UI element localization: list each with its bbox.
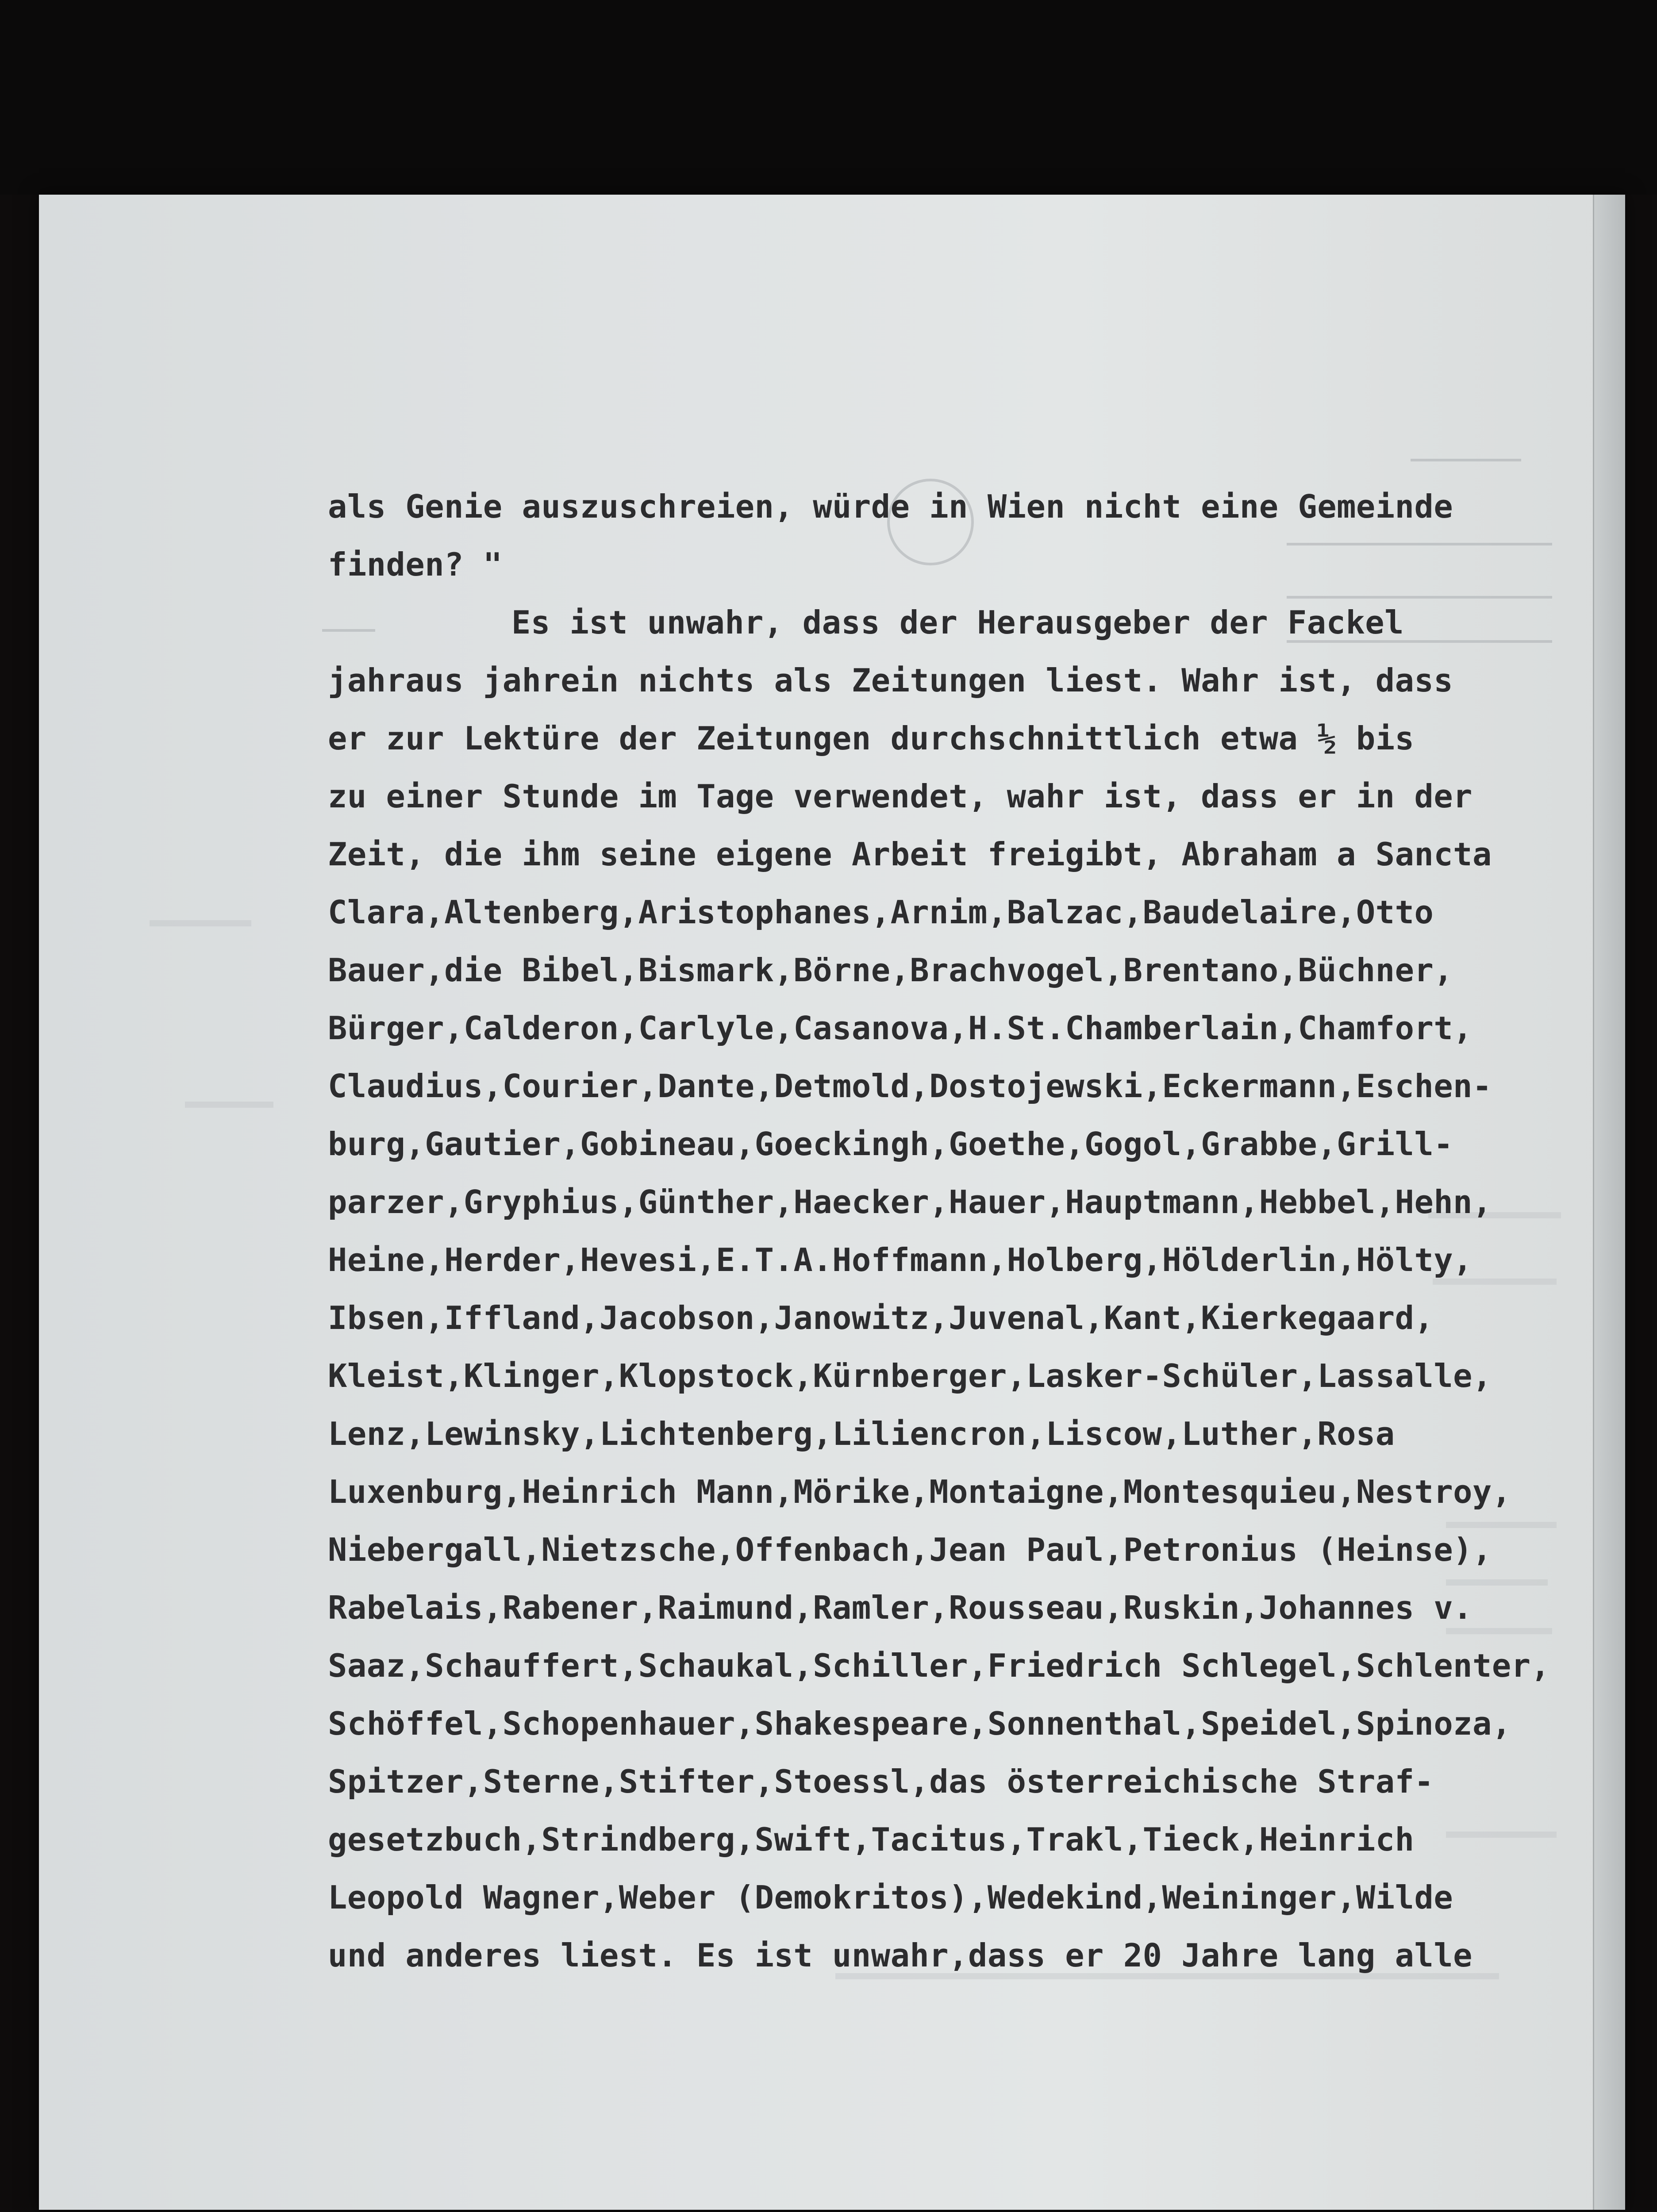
text-line: parzer,Gryphius,Günther,Haecker,Hauer,Hauptmann,Hebbel,Hehn, [328,1183,1492,1221]
text-line: Luxenburg,Heinrich Mann,Mörike,Montaigne,Montesquieu,Nestroy, [328,1473,1511,1510]
text-line: und anderes liest. Es ist unwahr,dass er 20 Jahre lang alle [328,1937,1473,1974]
text-line: Bürger,Calderon,Carlyle,Casanova,H.St.Chamberlain,Chamfort, [328,1010,1473,1047]
text-line: Lenz,Lewinsky,Lichtenberg,Liliencron,Liscow,Luther,Rosa [328,1415,1395,1452]
text-line: zu einer Stunde im Tage verwendet, wahr ist, dass er in der [328,778,1473,815]
text-line: Claudius,Courier,Dante,Detmold,Dostojewski,Eckermann,Eschen- [328,1068,1492,1105]
text-line: als Genie auszuschreien, würde in Wien nicht eine Gemeinde [328,488,1453,525]
text-line: Ibsen,Iffland,Jacobson,Janowitz,Juvenal,Kant,Kierkegaard, [328,1299,1434,1336]
text-line: Niebergall,Nietzsche,Offenbach,Jean Paul,Petronius (Heinse), [328,1531,1492,1568]
typewritten-page [39,195,1625,2210]
text-line: Leopold Wagner,Weber (Demokritos),Wedekind,Weininger,Wilde [328,1879,1453,1916]
adjacent-page-edge [1593,195,1625,2210]
text-line: Spitzer,Sterne,Stifter,Stoessl,das österreichische Straf- [328,1763,1434,1800]
typed-text-block [328,478,1611,1985]
text-line: Saaz,Schauffert,Schaukal,Schiller,Friedrich Schlegel,Schlenter, [328,1647,1550,1684]
text-line: finden? " [328,546,503,583]
text-line: Schöffel,Schopenhauer,Shakespeare,Sonnenthal,Speidel,Spinoza, [328,1705,1511,1742]
text-line: Bauer,die Bibel,Bismark,Börne,Brachvogel,Brentano,Büchner, [328,952,1453,989]
text-line: Heine,Herder,Hevesi,E.T.A.Hoffmann,Holberg,Hölderlin,Hölty, [328,1241,1473,1279]
text-line: Kleist,Klinger,Klopstock,Kürnberger,Lasker-Schüler,Lassalle, [328,1357,1492,1394]
text-line: burg,Gautier,Gobineau,Goeckingh,Goethe,Gogol,Grabbe,Grill- [328,1125,1453,1163]
text-line: jahraus jahrein nichts als Zeitungen liest. Wahr ist, dass [328,662,1453,699]
text-line: Zeit, die ihm seine eigene Arbeit freigibt, Abraham a Sancta [328,836,1492,873]
text-line: Rabelais,Rabener,Raimund,Ramler,Rousseau,Ruskin,Johannes v. [328,1589,1473,1626]
text-line: Es ist unwahr, dass der Herausgeber der Fackel [511,604,1404,641]
text-line: Clara,Altenberg,Aristophanes,Arnim,Balzac,Baudelaire,Otto [328,894,1434,931]
text-line: gesetzbuch,Strindberg,Swift,Tacitus,Trakl,Tieck,Heinrich [328,1821,1415,1858]
scanner-background [0,0,1657,195]
text-line: er zur Lektüre der Zeitungen durchschnittlich etwa ½ bis [328,720,1415,757]
